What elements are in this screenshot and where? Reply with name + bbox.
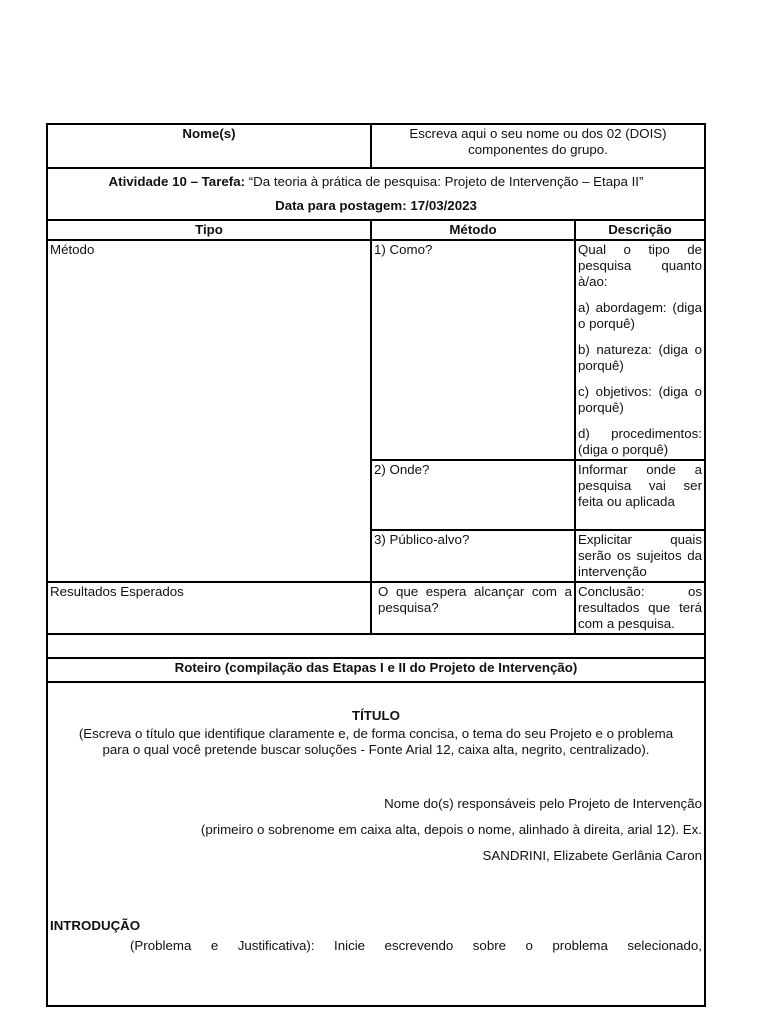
roteiro-row xyxy=(47,682,705,1006)
col-metodo: Método xyxy=(371,220,575,240)
titulo-heading: TÍTULO xyxy=(351,708,400,723)
metodo-onde: 2) Onde? xyxy=(371,460,575,530)
como-item: a) abordagem: (diga o porquê) xyxy=(578,300,702,331)
activity-table xyxy=(46,123,706,1007)
names-instruction xyxy=(371,124,705,168)
como-item: d) procedimentos: (diga o porquê) xyxy=(578,426,702,457)
table-row xyxy=(47,240,705,460)
names-instruction-text: Escreva aqui o seu nome ou dos 02 (DOIS) componentes do grupo. xyxy=(409,126,667,157)
descricao-publico: Explicitar quais serão os sujeitos da intervenção xyxy=(575,530,705,582)
tipo-resultados: Resultados Esperados xyxy=(47,582,371,634)
introducao-text: (Problema e Justificativa): Inicie escrevendo sobre o problema selecionado, xyxy=(130,938,702,953)
spacer-row xyxy=(47,634,705,658)
metodo-resultados: O que espera alcançar com a pesquisa? xyxy=(371,582,575,634)
descricao-como xyxy=(575,240,705,460)
names-label xyxy=(47,124,371,168)
titulo-instruction: (Escreva o título que identifique claramente e, de forma concisa, o tema do seu Projeto e o problema para o qual você pretende buscar soluções - Fonte Arial 12, caixa alta, negrito, centralizado). xyxy=(78,726,674,757)
document xyxy=(46,123,706,953)
responsaveis-instruction: (primeiro o sobrenome em caixa alta, depois o nome, alinhado à direita, arial 12). Ex. xyxy=(200,822,702,837)
descricao-onde: Informar onde a pesquisa vai ser feita ou aplicada xyxy=(575,460,705,530)
como-desc: Qual o tipo de pesquisa quanto à/ao: xyxy=(578,242,702,289)
activity-title: “Da teoria à prática de pesquisa: Projeto de Intervenção – Etapa II” xyxy=(248,174,644,189)
spacer-cell xyxy=(47,634,705,658)
roteiro-heading-row xyxy=(47,658,705,682)
table-row xyxy=(47,582,705,634)
names-label-text: Nome(s) xyxy=(182,126,236,141)
header-row xyxy=(47,124,705,168)
metodo-como: 1) Como? xyxy=(371,240,575,460)
activity-label: Atividade 10 – Tarefa: xyxy=(108,174,246,189)
roteiro-cell xyxy=(47,682,705,1006)
col-descricao: Descrição xyxy=(575,220,705,240)
responsaveis: Nome do(s) responsáveis pelo Projeto de Intervenção xyxy=(384,796,702,811)
activity-row xyxy=(47,168,705,220)
metodo-publico: 3) Público-alvo? xyxy=(371,530,575,582)
introducao-heading: INTRODUÇÃO xyxy=(50,918,141,933)
exemplo-autor: SANDRINI, Elizabete Gerlânia Caron xyxy=(482,848,702,863)
tipo-metodo: Método xyxy=(47,240,371,582)
deadline: Data para postagem: 17/03/2023 xyxy=(275,198,477,213)
column-header-row xyxy=(47,220,705,240)
descricao-resultados: Conclusão: os resultados que terá com a pesquisa. xyxy=(575,582,705,634)
col-tipo: Tipo xyxy=(47,220,371,240)
como-item: b) natureza: (diga o porquê) xyxy=(578,342,702,373)
roteiro-heading: Roteiro (compilação das Etapas I e II do Projeto de Intervenção) xyxy=(47,658,705,682)
como-item: c) objetivos: (diga o porquê) xyxy=(578,384,702,415)
activity-cell xyxy=(47,168,705,220)
